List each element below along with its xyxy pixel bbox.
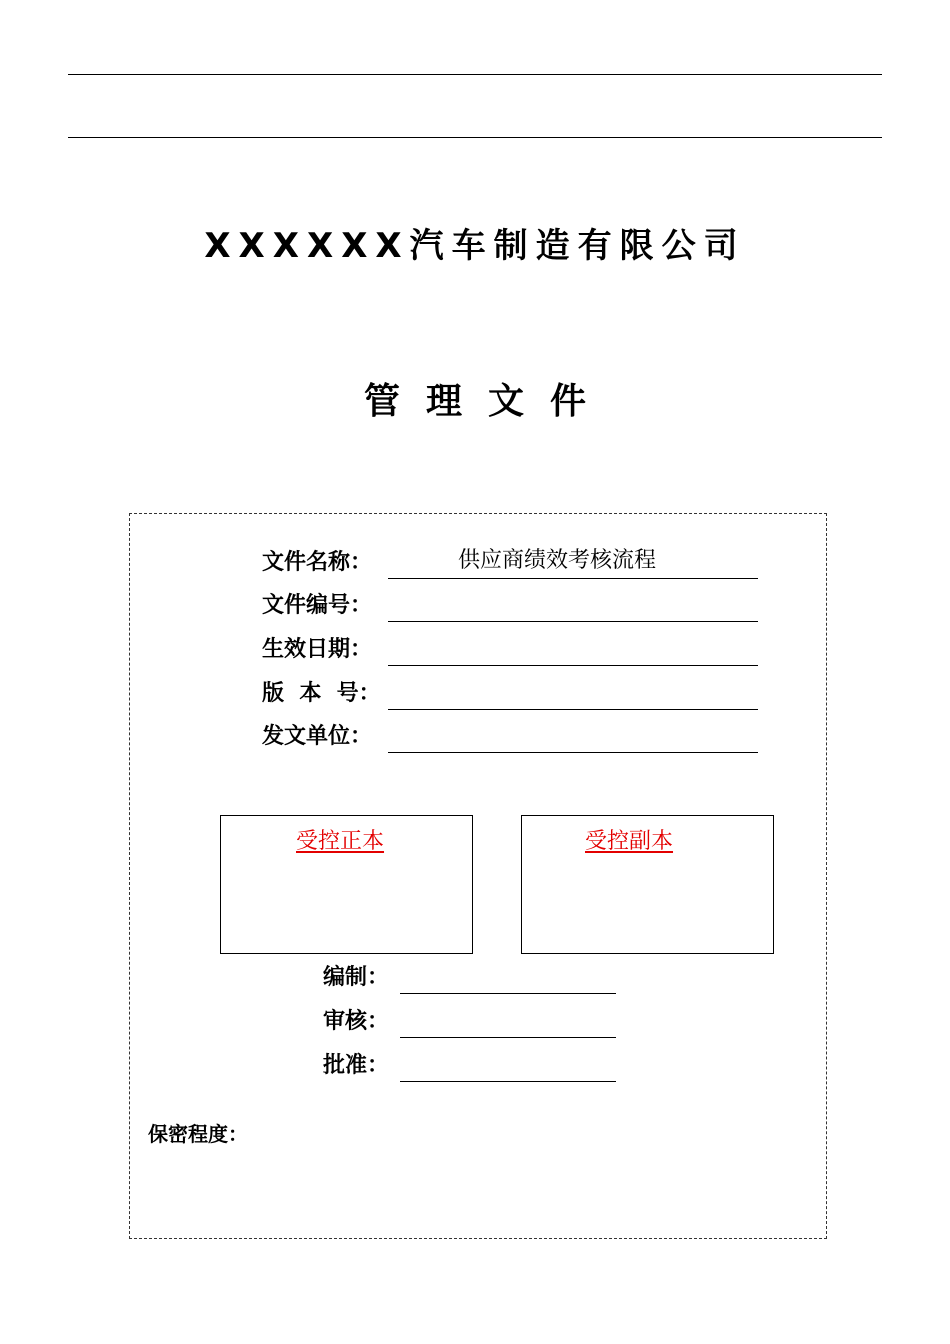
header-rule-bottom <box>68 137 882 138</box>
field-underline <box>388 578 758 579</box>
signoff-underline <box>400 1037 616 1038</box>
field-label: 文件名称： <box>262 550 373 575</box>
field-underline <box>388 752 758 753</box>
field-label: 生效日期： <box>262 637 373 662</box>
field-label: 版 本 号： <box>262 681 381 706</box>
field-underline <box>388 709 758 710</box>
signoff-underline <box>400 1081 616 1082</box>
controlled-original-label: 受控正本 <box>296 829 385 854</box>
secrecy-level-label: 保密程度： <box>148 1122 248 1146</box>
signoff-label: 审核： <box>323 1009 390 1034</box>
field-label: 发文单位： <box>262 724 373 749</box>
controlled-copy-label: 受控副本 <box>585 829 674 854</box>
controlled-copy-box <box>521 815 774 954</box>
field-label: 文件编号： <box>262 593 373 618</box>
signoff-underline <box>400 993 616 994</box>
controlled-original-box <box>220 815 473 954</box>
company-name: XXXXXX汽车制造有限公司 <box>204 226 746 266</box>
field-value: 供应商绩效考核流程 <box>457 548 656 573</box>
field-underline <box>388 621 758 622</box>
signoff-label: 批准： <box>323 1053 390 1078</box>
field-underline <box>388 665 758 666</box>
document-type-title: 管理文件 <box>363 381 612 422</box>
header-rule-top <box>68 74 882 75</box>
signoff-label: 编制： <box>323 965 390 990</box>
